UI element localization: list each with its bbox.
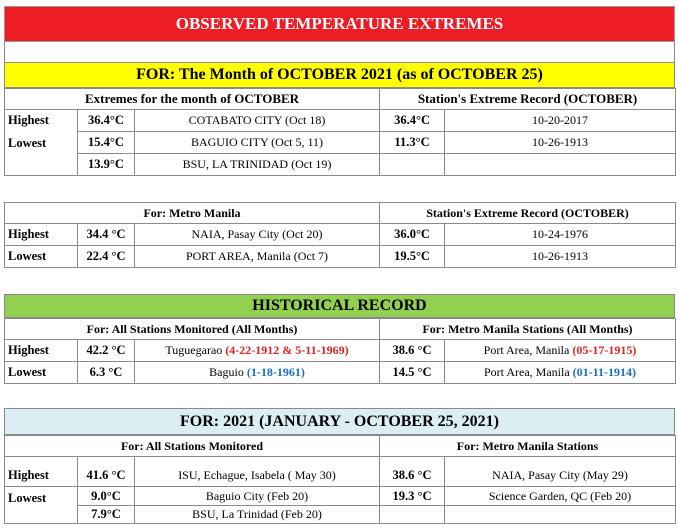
station-name: COTABATO CITY (Oct 18) (135, 110, 380, 132)
month-all-table (4, 88, 676, 176)
temp-value: 9.0°C (78, 487, 135, 506)
record-date: 10-20-2017 (445, 110, 676, 132)
station-date: (1-18-1961) (246, 365, 305, 379)
record-value: 19.5°C (380, 246, 445, 268)
record-value (380, 506, 445, 524)
spacer-cell (78, 457, 135, 465)
year-banner (4, 408, 675, 435)
temp-value: 34.4 °C (78, 224, 135, 246)
station-date: (4-22-1912 & 5-11-1969) (225, 343, 349, 357)
historical-banner (4, 294, 675, 318)
month-metro-table (4, 202, 676, 268)
record-station: Port Area, Manila (484, 365, 573, 379)
spacer (4, 388, 675, 408)
year-table (4, 435, 676, 524)
record-date: (05-17-1915) (572, 343, 637, 357)
record-station: NAIA, Pasay City (May 29) (445, 465, 676, 487)
row-label: Highest (5, 224, 78, 246)
month-metro-right-header: Station's Extreme Record (OCTOBER) (380, 203, 676, 224)
station-name: Baguio City (Feb 20) (135, 487, 380, 506)
station-name: BAGUIO CITY (Oct 5, 11) (135, 132, 380, 154)
station-name: BSU, La Trinidad (Feb 20) (135, 506, 380, 524)
historical-table (4, 318, 676, 384)
month-all-left-header: Extremes for the month of OCTOBER (5, 89, 380, 110)
spacer-cell (5, 457, 78, 465)
record-date: (01-11-1914) (572, 365, 636, 379)
row-label: Highest (5, 340, 78, 362)
month-all-right-header: Station's Extreme Record (OCTOBER) (380, 89, 676, 110)
record-value: 14.5 °C (380, 362, 445, 384)
station-name: Baguio (209, 365, 247, 379)
temp-value: 6.3 °C (78, 362, 135, 384)
record-station (445, 506, 676, 524)
station-name: NAIA, Pasay City (Oct 20) (135, 224, 380, 246)
record-date: 10-26-1913 (445, 132, 676, 154)
title-banner (4, 6, 675, 42)
row-label: Highest (5, 110, 78, 132)
temp-value: 36.4°C (78, 110, 135, 132)
temp-value: 13.9°C (78, 154, 135, 176)
station-name: ISU, Echague, Isabela ( May 30) (135, 465, 380, 487)
record-value: 38.6 °C (380, 340, 445, 362)
record-value: 11.3°C (380, 132, 445, 154)
temp-value: 15.4°C (78, 132, 135, 154)
temp-value: 7.9°C (78, 506, 135, 524)
month-metro-left-header: For: Metro Manila (5, 203, 380, 224)
row-label: Lowest (5, 246, 78, 268)
record-value (380, 154, 445, 176)
record-cell (445, 362, 676, 384)
temp-value: 42.2 °C (78, 340, 135, 362)
station-cell (135, 340, 380, 362)
record-value: 38.6 °C (380, 465, 445, 487)
spacer (4, 42, 675, 62)
record-date (445, 154, 676, 176)
year-right-header: For: Metro Manila Stations (380, 436, 676, 457)
year-banner-text: FOR: 2021 (JANUARY - OCTOBER 25, 2021) (180, 413, 499, 430)
month-banner-text: FOR: The Month of OCTOBER 2021 (as of OCTOBER 25) (136, 66, 543, 83)
spacer (4, 178, 675, 202)
historical-banner-text: HISTORICAL RECORD (252, 297, 427, 314)
row-label: Lowest (5, 487, 78, 524)
row-label: Lowest (5, 362, 78, 384)
record-date: 10-24-1976 (445, 224, 676, 246)
record-cell (445, 340, 676, 362)
station-name: Tuguegarao (165, 343, 226, 357)
row-label: Highest (5, 465, 78, 487)
station-cell (135, 362, 380, 384)
spacer-cell (445, 457, 676, 465)
record-value: 36.0°C (380, 224, 445, 246)
historical-left-header: For: All Stations Monitored (All Months) (5, 319, 380, 340)
station-name: BSU, LA TRINIDAD (Oct 19) (135, 154, 380, 176)
spacer-cell (135, 457, 380, 465)
record-value: 19.3 °C (380, 487, 445, 506)
record-value: 36.4°C (380, 110, 445, 132)
row-label: Lowest (5, 132, 78, 176)
record-station: Science Garden, QC (Feb 20) (445, 487, 676, 506)
page-title: OBSERVED TEMPERATURE EXTREMES (175, 14, 504, 33)
month-banner (4, 62, 675, 88)
record-station: Port Area, Manila (483, 343, 573, 357)
historical-right-header: For: Metro Manila Stations (All Months) (380, 319, 676, 340)
temp-value: 41.6 °C (78, 465, 135, 487)
temp-value: 22.4 °C (78, 246, 135, 268)
record-date: 10-26-1913 (445, 246, 676, 268)
spacer-cell (380, 457, 445, 465)
year-left-header: For: All Stations Monitored (5, 436, 380, 457)
station-name: PORT AREA, Manila (Oct 7) (135, 246, 380, 268)
